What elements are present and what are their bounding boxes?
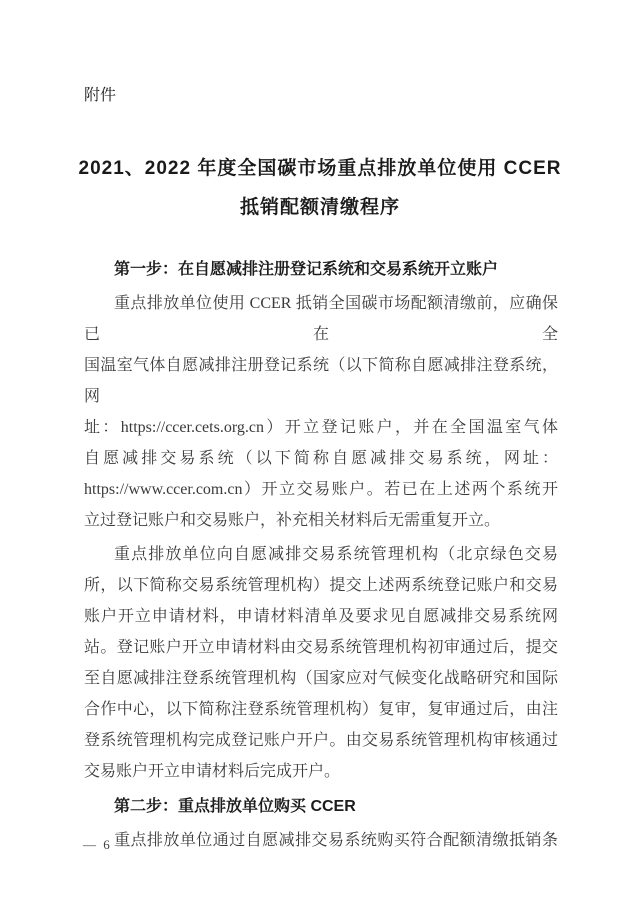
paragraph <box>84 825 558 856</box>
text-line: 重点排放单位通过自愿减排交易系统购买符合配额清缴抵销条 <box>114 832 558 849</box>
attachment-label: 附件 <box>84 87 117 104</box>
title-line-2: 抵销配额清缴程序 <box>239 197 400 218</box>
text-line: 重点排放单位向自愿减排交易系统管理机构（北京绿色交易 <box>114 546 558 563</box>
page-number: — 6 — <box>83 837 132 852</box>
text-line: 至自愿减排注登系统管理机构（国家应对气候变化战略研究和国际 <box>84 670 558 687</box>
text-line: 交易账户开立申请材料后完成开户。 <box>84 763 341 780</box>
text-line: 址：https://ccer.cets.org.cn）开立登记账户，并在全国温室气体 <box>84 419 558 436</box>
text-line: 立过登记账户和交易账户，补充相关材料后无需重复开立。 <box>84 512 501 529</box>
paragraph <box>84 288 558 536</box>
document-body <box>84 250 558 856</box>
text-line: https://www.ccer.com.cn）开立交易账户。若已在上述两个系统开 <box>84 481 558 498</box>
text-line: 登系统管理机构完成登记账户开户。由交易系统管理机构审核通过 <box>84 732 558 749</box>
text-line: 重点排放单位使用 CCER 抵销全国碳市场配额清缴前，应确保已在全 <box>84 295 558 343</box>
text-line: 站。登记账户开立申请材料由交易系统管理机构初审通过后，提交 <box>84 639 558 656</box>
paragraph <box>84 539 558 787</box>
title-line-1: 2021、2022 年度全国碳市场重点排放单位使用 CCER <box>78 158 562 179</box>
text-line: 账户开立申请材料，申请材料清单及要求见自愿减排交易系统网 <box>84 608 558 625</box>
text-line: 自愿减排交易系统（以下简称自愿减排交易系统，网址： <box>84 450 558 467</box>
text-line: 国温室气体自愿减排注册登记系统（以下简称自愿减排注登系统，网 <box>84 357 558 405</box>
section-heading: 第二步：重点排放单位购买 CCER <box>114 798 356 815</box>
section-heading: 第一步：在自愿减排注册登记系统和交易系统开立账户 <box>114 261 499 278</box>
document-title <box>40 149 600 227</box>
text-line: 所，以下简称交易系统管理机构）提交上述两系统登记账户和交易 <box>84 577 558 594</box>
text-line: 合作中心，以下简称注登系统管理机构）复审，复审通过后，由注 <box>84 701 558 718</box>
